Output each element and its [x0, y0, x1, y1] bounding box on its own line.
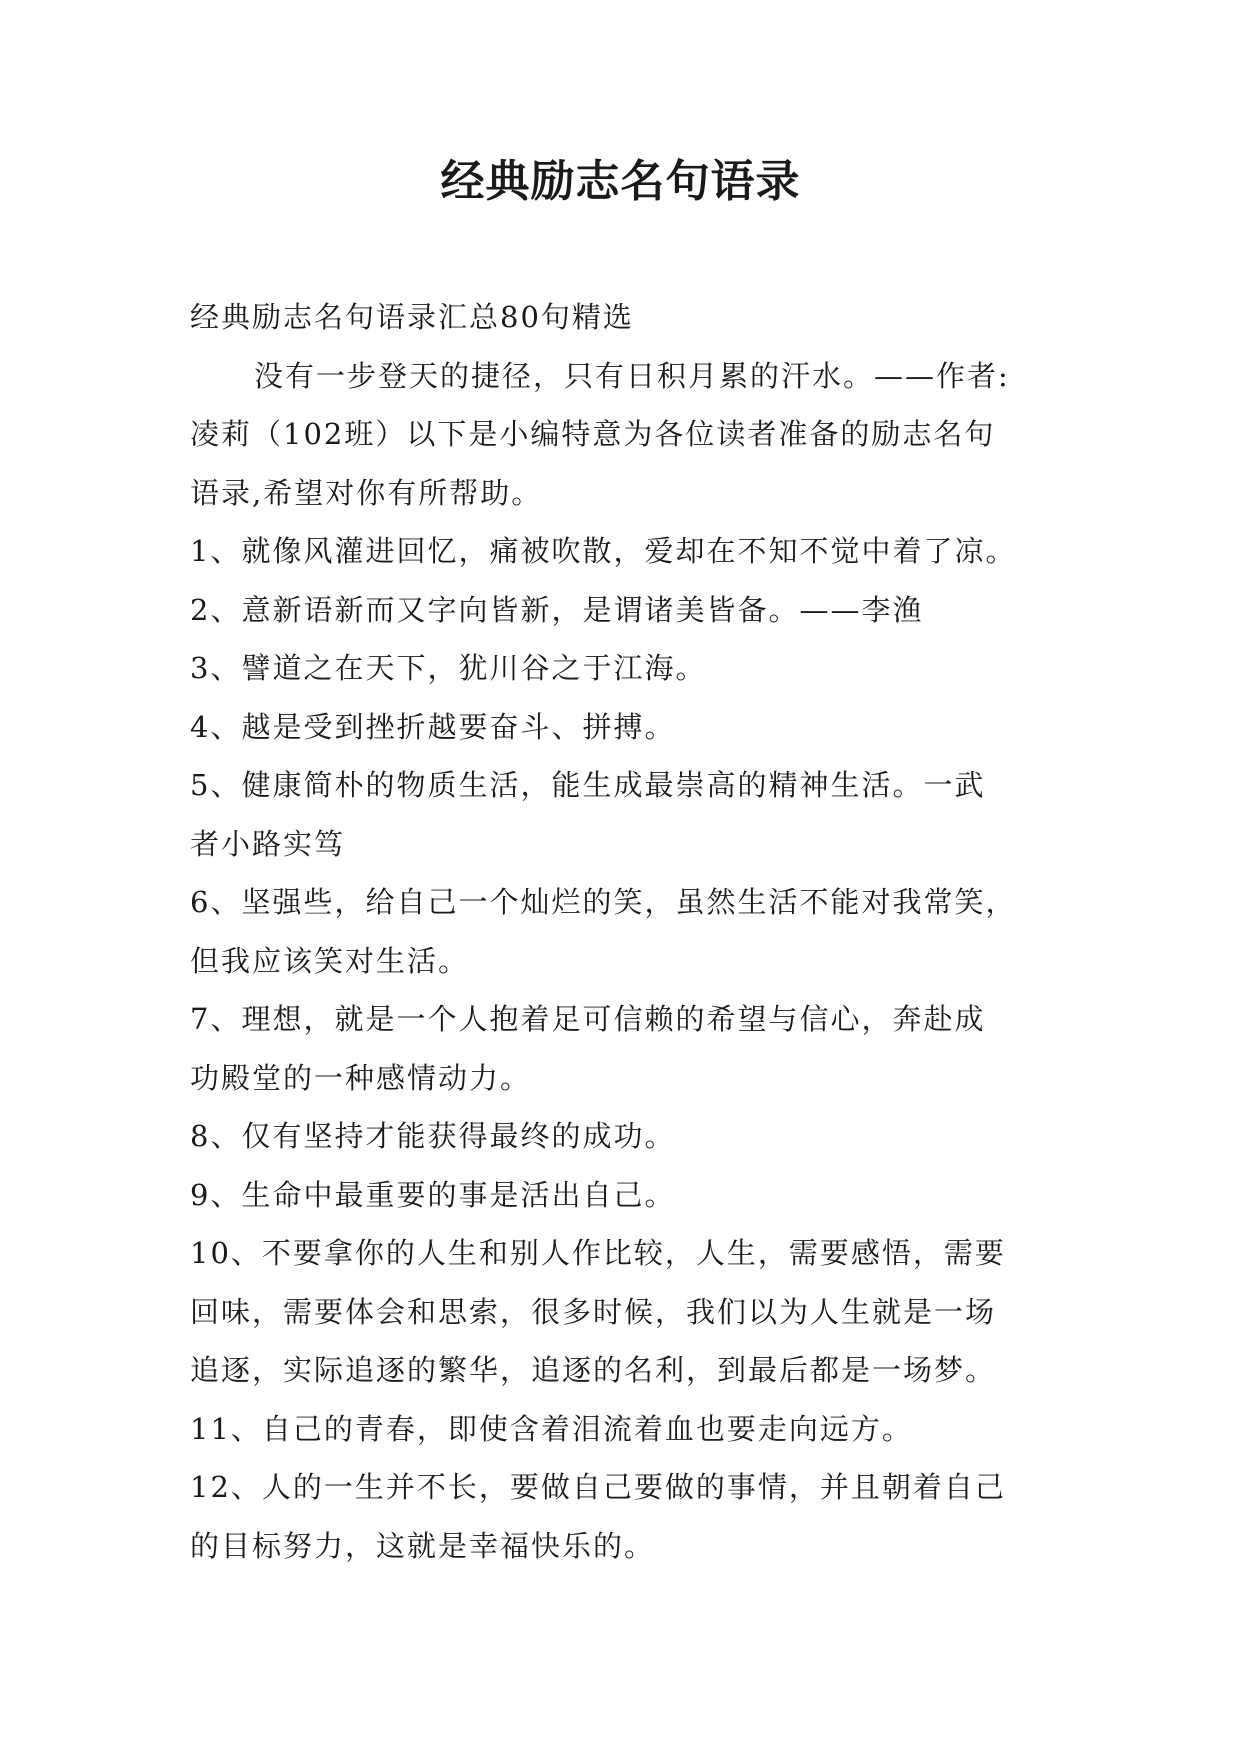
document-body [190, 288, 1090, 1575]
quote-line: 1、就像风灌进回忆，痛被吹散，爱却在不知不觉中着了凉。 [190, 534, 1017, 568]
quote-line: 11、自己的青春，即使含着泪流着血也要走向远方。 [190, 1411, 913, 1446]
quote-line: 追逐，实际追逐的繁华，追逐的名利，到最后都是一场梦。 [190, 1353, 997, 1387]
quote-line: 7、理想，就是一个人抱着足可信赖的希望与信心，奔赴成 [190, 1002, 986, 1036]
quote-line: 8、仅有坚持才能获得最终的成功。 [190, 1119, 676, 1153]
intro-line: 语录,希望对你有所帮助。 [190, 475, 543, 510]
quote-line: 6、坚强些，给自己一个灿烂的笑，虽然生活不能对我常笑， [190, 885, 1017, 919]
quote-line: 4、越是受到挫折越要奋斗、拼搏。 [190, 709, 676, 744]
quote-line: 5、健康简朴的物质生活，能生成最崇高的精神生活。一武 [190, 768, 986, 802]
quote-line: 的目标努力，这就是幸福快乐的。 [190, 1528, 656, 1563]
intro-line: 没有一步登天的捷径，只有日积月累的汗水。——作者: [254, 358, 1010, 393]
quote-line: 但我应该笑对生活。 [190, 943, 470, 978]
quote-line: 3、譬道之在天下，犹川谷之于江海。 [190, 651, 707, 685]
quote-line: 者小路实笃 [190, 826, 346, 861]
quote-line: 10、不要拿你的人生和别人作比较，人生，需要感悟，需要 [190, 1236, 1006, 1270]
quote-line: 功殿堂的一种感情动力。 [190, 1060, 532, 1095]
quote-line: 9、生命中最重要的事是活出自己。 [190, 1177, 676, 1212]
document-title: 经典励志名句语录 [440, 156, 801, 207]
subtitle-line: 经典励志名句语录汇总80句精选 [190, 300, 634, 334]
quote-line: 12、人的一生并不长，要做自己要做的事情，并且朝着自己 [190, 1470, 1006, 1504]
quote-line: 回味，需要体会和思索，很多时候，我们以为人生就是一场 [190, 1294, 997, 1329]
intro-line: 凌莉（102班）以下是小编特意为各位读者准备的励志名句 [190, 417, 996, 451]
quote-line: 2、意新语新而又字向皆新，是谓诸美皆备。——李渔 [190, 592, 924, 627]
